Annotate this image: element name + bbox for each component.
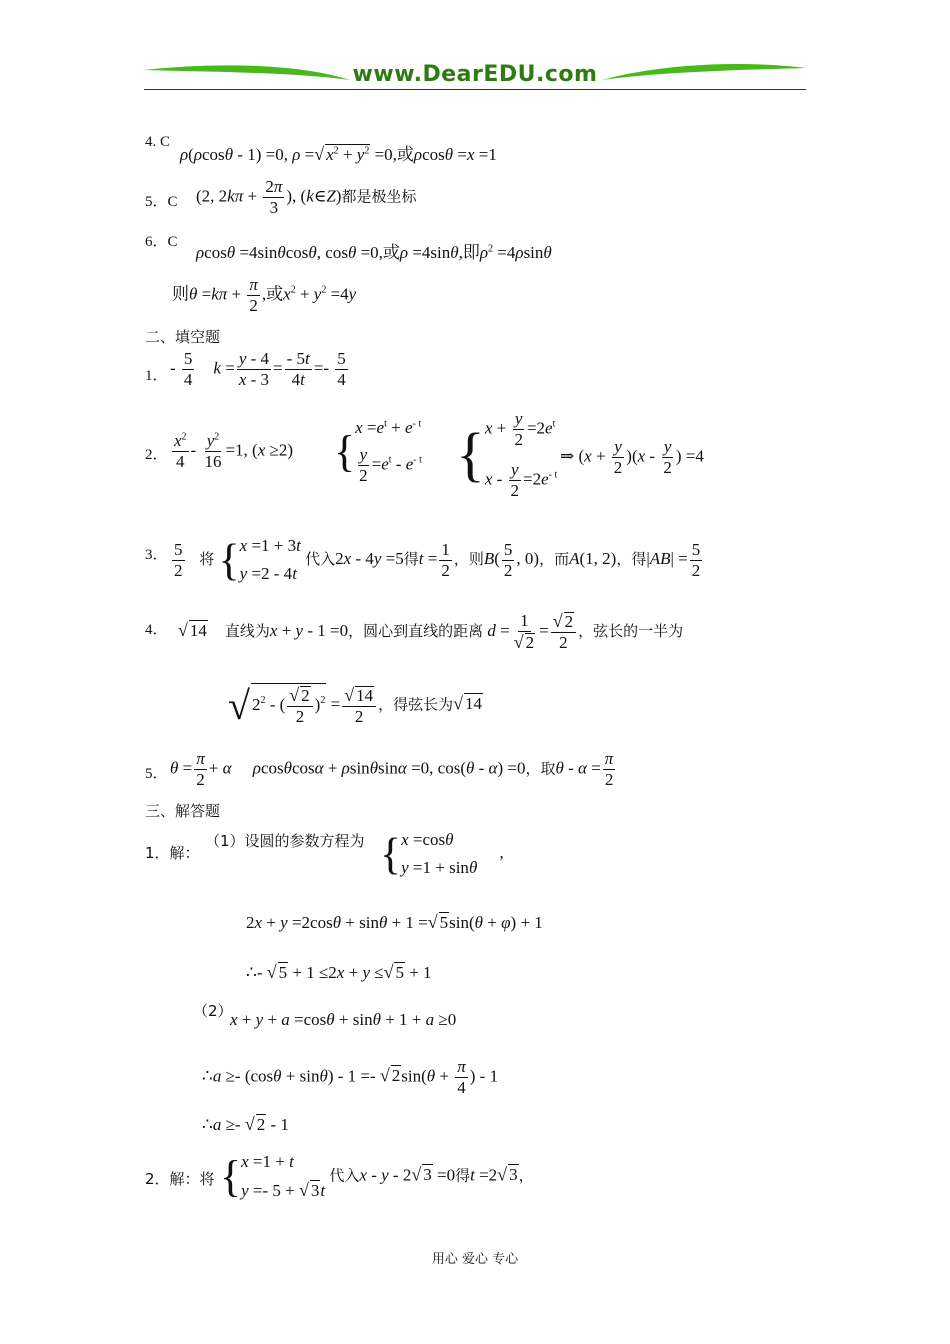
- solve-q1-part1: [205, 830, 365, 851]
- choice-q6-number: 6．C: [145, 234, 178, 250]
- fill-q4-line2: √ $2^2$ - ( $\frac{√ 2}{2}$ )$^2$ = $\frac{√ 14}{2}$ ，得弦长为√ 14: [228, 683, 482, 728]
- choice-q5-tail: 都是极坐标: [341, 187, 417, 206]
- fill-q3-word-dairu: 代入: [305, 549, 336, 568]
- fill-q5-line: θ = $\frac{\pi}{2}$ + α ρcosθcosα + ρsinθsinα =0, cos(θ - α) =0，取θ - α = $\frac{\pi}{2}$: [170, 749, 614, 789]
- section2-title: 二、填空题: [145, 328, 221, 346]
- fill-q4-word-zhixian: 直线为: [224, 621, 270, 640]
- fill-q2-system1: { $x =e^t + e^{- t}$ $\frac{y}{2}$ $=e^t - e^{- t}$: [334, 418, 422, 485]
- fill-q5-number: 5．: [145, 766, 168, 782]
- fill-q4-number: 4．: [145, 622, 168, 638]
- fill-q1-expr: - $\frac{5}{4}$ k = $\frac{y - 4}{x - 3}$ = $\frac{- 5t}{4t}$ =- $\frac{5}{4}$: [170, 349, 346, 389]
- fill-q2-answer: $\frac{x^2}{4}$ - $\frac{y^2}{16}$ =1, (x ≥2): [174, 431, 294, 471]
- fill-q3-word-de2: ，得: [616, 549, 647, 568]
- fill-q2-result: ⇒ (x + $\frac{y}{2}$ )(x - $\frac{y}{2}$ ) =4: [560, 437, 704, 477]
- solve-q1-number: 1．解：: [145, 844, 200, 862]
- fill-q3-word-er: ，而: [539, 549, 570, 568]
- fill-q5-word-qu: ，取: [525, 759, 556, 778]
- choice-q4-expr: ρ(ρcosθ - 1) =0, ρ =√ $x^2 + y^2 =0$,或ρcosθ =x =1: [180, 144, 497, 164]
- solve-q1-line6: ∴a ≥- √ 2 - 1: [202, 1114, 289, 1134]
- solve-q1-system: { x =cosθ y =1 + sinθ ,: [380, 829, 504, 879]
- choice-q5-number: 5．C: [145, 194, 178, 210]
- section3-title: 三、解答题: [145, 802, 221, 820]
- solve-q1-line5: ∴a ≥- (cosθ + sinθ) - 1 =- √ 2sin(θ + $\frac{\pi}{4}$ ) - 1: [202, 1057, 499, 1097]
- fill-q3-line: $\frac{5}{2}$ 将 { x =1 + 3t y =2 - 4t 代入2x - 4y =5得t = $\frac{1}{2}$ ，则B( $\frac{5}{2}$ , 0)，而A(1, 2)，得|AB| = $\frac{5}{2}$: [174, 535, 701, 585]
- fill-q2-number: 2．: [145, 447, 168, 463]
- header-rule: [144, 89, 806, 90]
- solve-q2-word-dairu: 代入: [329, 1166, 360, 1185]
- solve-q2-line: { x =1 + t y =- 5 + √ 3t 代入x - y - 2√ 3 =0得t =2√ 3，: [220, 1151, 534, 1201]
- solve-q2-word-de: 得: [455, 1166, 471, 1185]
- fill-q3-number: 3．: [145, 547, 168, 563]
- fill-q4-line1: √ 14 直线为x + y - 1 =0，圆心到直线的距离 d = $\frac{1}{√ 2}$ = $\frac{√ 2}{2}$ ，弦长的一半为: [178, 611, 684, 652]
- choice-q4-number: 4. C: [145, 134, 171, 150]
- solve-q1-line3: ∴- √ 5 + 1 ≤2x + y ≤√ 5 + 1: [246, 962, 432, 982]
- solve-q2-number: 2．解：将: [145, 1170, 215, 1188]
- choice-q6-line2: 则θ =kπ + $\frac{\pi}{2}$ ,或$x^2 + y^2 =4y$: [172, 275, 357, 315]
- solve-q1-part2-label: （2）: [193, 1002, 233, 1020]
- site-logo-text[interactable]: www.DearEDU.com: [352, 62, 598, 87]
- fill-q3-word-jiang: 将: [199, 549, 215, 568]
- fill-q4-word-dexian: ，得弦长为: [378, 695, 454, 714]
- fill-q4-word-xianchang: ，弦长的一半为: [578, 621, 684, 640]
- solve-q1-part1-label: （1）设圆的参数方程为: [205, 832, 365, 850]
- fill-q4-word-juli: ，圆心到直线的距离: [348, 621, 484, 640]
- solve-q2-tail: ，: [518, 1166, 534, 1185]
- solve-q1-line4: x + y + a =cosθ + sinθ + 1 + a ≥0: [230, 1010, 457, 1029]
- fill-q1-number: 1．: [145, 368, 168, 384]
- fill-q2-system2: { x + $\frac{y}{2}$ $=2e^t$ x - $\frac{y}{2}$ $=2e^{- t}$: [456, 409, 558, 500]
- fill-q3-word-de: 得: [403, 549, 419, 568]
- fill-q3-word-ze: ，则: [453, 549, 484, 568]
- solve-q1-line2: 2x + y =2cosθ + sinθ + 1 =√ 5sin(θ + φ) + 1: [246, 912, 543, 932]
- choice-q6-expr: ρcosθ =4sinθcosθ, cosθ =0,或ρ =4sinθ,即$\rho^2 =4\rho\sin\theta$: [196, 243, 552, 262]
- footer-text: 用心 爱心 专心: [431, 1252, 519, 1267]
- choice-q5-expr: (2, 2kπ + $\frac{2\pi}{3}$ ), (k∈Z)都是极坐标: [196, 177, 417, 217]
